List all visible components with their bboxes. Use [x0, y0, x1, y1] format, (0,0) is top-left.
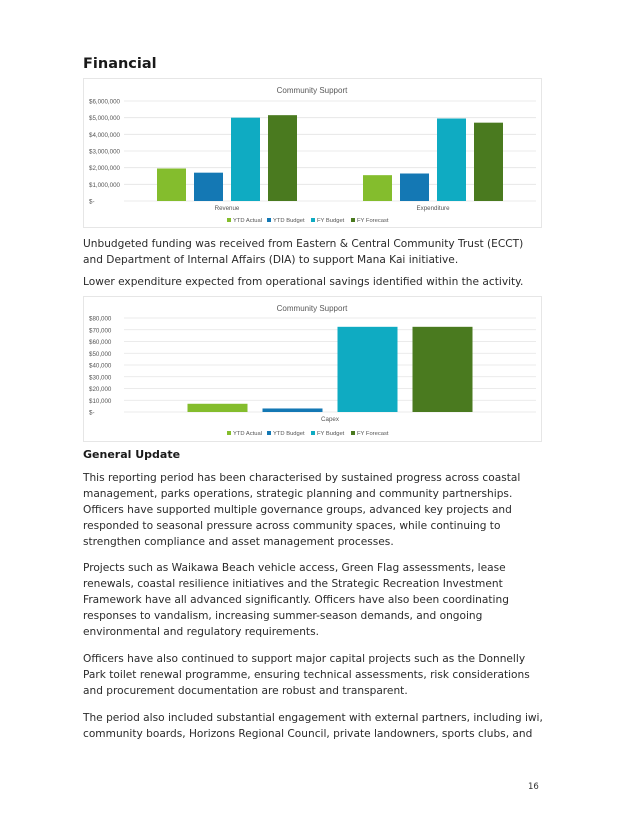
legend-label-fy-budget: FY Budget: [317, 431, 345, 437]
general-update-paragraph-1: This reporting period has been characterised by sustained progress across coastal management, parks operations, strategic planning and community partnerships. Officers have supported multiple governance groups, advanced key projects and responded to seasonal pressure across community spaces, while continuing to strengthen compliance and asset management processes.: [83, 472, 521, 548]
legend-swatch-fy-forecast: [351, 431, 355, 435]
bar-fy-budget-revenue: [231, 118, 260, 201]
bar-ytd-actual-expenditure: [363, 175, 392, 201]
x-tick-label: Revenue: [214, 205, 240, 212]
legend-label-fy-budget: FY Budget: [317, 218, 345, 224]
revenue-expenditure-chart: [83, 78, 542, 228]
chart-title: Community Support: [276, 304, 348, 313]
general-update-paragraph-3: Officers have also continued to support major capital projects such as the Donnelly Park toilet renewal programme, ensuring technical assessments, risk considerations and procurement documentation are robust and transparent.: [83, 653, 530, 697]
general-update-heading: General Update: [83, 448, 181, 461]
general-update-paragraph-4: The period also included substantial engagement with external partners, including iwi, community boards, Horizons Regional Council, private landowners, sports clubs, and: [83, 712, 543, 740]
bar-fy-forecast-expenditure: [474, 123, 503, 201]
y-tick-label: $40,000: [89, 362, 112, 370]
y-tick-label: $30,000: [89, 374, 112, 382]
chart-title: Community Support: [276, 86, 348, 95]
legend-swatch-ytd-actual: [227, 431, 231, 435]
legend-swatch-ytd-budget: [267, 431, 271, 435]
legend-swatch-fy-forecast: [351, 218, 355, 222]
bar-ytd-budget-capex: [263, 408, 323, 412]
y-tick-label: $60,000: [89, 339, 112, 346]
y-tick-label: $6,000,000: [89, 98, 120, 106]
section-title: Financial: [83, 56, 157, 72]
x-tick-label: Capex: [321, 416, 339, 423]
legend-label-ytd-budget: YTD Budget: [273, 431, 305, 437]
general-update-paragraph-2: Projects such as Waikawa Beach vehicle access, Green Flag assessments, lease renewals, coastal resilience initiatives and the Strategic Recreation Investment Framework have all advanced significantly. Officers have also been coordinating responses to vandalism, increasing summer-season demands, and ongoing environmental and regulatory requirements.: [83, 562, 509, 638]
y-tick-label: $-: [89, 409, 95, 417]
legend-swatch-ytd-budget: [267, 218, 271, 222]
bar-fy-forecast-revenue: [268, 115, 297, 201]
y-tick-label: $50,000: [89, 350, 112, 358]
y-tick-label: $2,000,000: [89, 165, 120, 173]
capex-chart-svg: [84, 297, 541, 441]
page-number: 16: [528, 782, 539, 792]
x-tick-label: Expenditure: [416, 205, 450, 212]
bar-ytd-actual-revenue: [157, 169, 186, 202]
bar-fy-budget-capex: [338, 327, 398, 412]
funding-paragraph: Unbudgeted funding was received from Eastern & Central Community Trust (ECCT) and Department of Internal Affairs (DIA) to support Mana Kai initiative.: [83, 238, 524, 266]
y-tick-label: $20,000: [89, 386, 112, 393]
legend-swatch-ytd-actual: [227, 218, 231, 222]
y-tick-label: $-: [89, 198, 95, 206]
legend-label-ytd-budget: YTD Budget: [273, 218, 305, 224]
y-tick-label: $1,000,000: [89, 181, 120, 189]
bar-fy-budget-expenditure: [437, 119, 466, 202]
bar-ytd-actual-capex: [188, 404, 248, 412]
capex-chart: [83, 296, 542, 442]
bar-ytd-budget-revenue: [194, 173, 223, 201]
bar-fy-forecast-capex: [413, 327, 473, 412]
y-tick-label: $4,000,000: [89, 131, 120, 139]
legend-swatch-fy-budget: [311, 431, 315, 435]
legend-label-fy-forecast: FY Forecast: [357, 431, 389, 437]
y-tick-label: $5,000,000: [89, 115, 120, 123]
legend-label-ytd-actual: YTD Actual: [233, 431, 262, 437]
y-tick-label: $80,000: [89, 315, 112, 323]
bar-ytd-budget-expenditure: [400, 174, 429, 202]
legend-label-ytd-actual: YTD Actual: [233, 218, 262, 224]
y-tick-label: $70,000: [89, 327, 112, 335]
y-tick-label: $10,000: [89, 397, 112, 405]
legend-swatch-fy-budget: [311, 218, 315, 222]
revenue-expenditure-chart-svg: [84, 79, 541, 227]
legend-label-fy-forecast: FY Forecast: [357, 218, 389, 224]
y-tick-label: $3,000,000: [89, 148, 120, 156]
expenditure-paragraph: Lower expenditure expected from operational savings identified within the activity.: [83, 276, 524, 288]
